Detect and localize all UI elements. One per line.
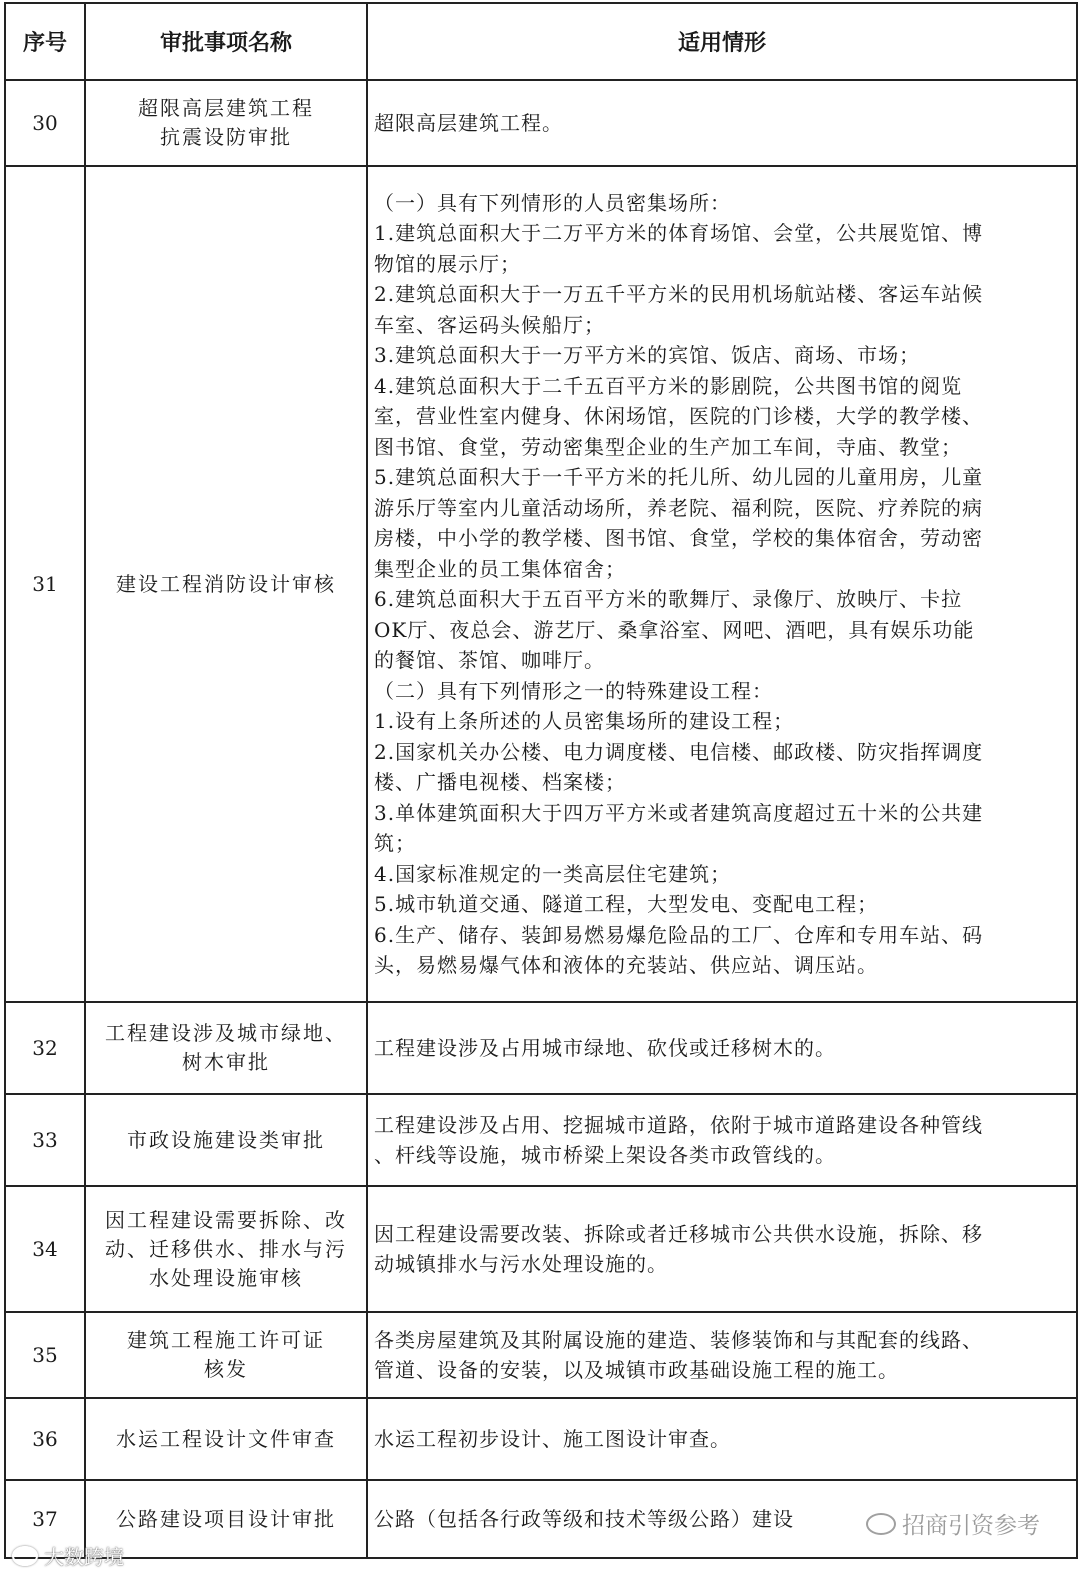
condition-line: 游乐厅等室内儿童活动场所，养老院、福利院，医院、疗养院的病 xyxy=(374,495,983,520)
condition-line: 水运工程初步设计、施工图设计审查。 xyxy=(374,1426,731,1451)
item-name-line: 公路建设项目设计审批 xyxy=(116,1506,336,1531)
conditions-cell xyxy=(367,1398,1077,1480)
condition-line: 5.城市轨道交通、隧道工程，大型发电、变配电工程； xyxy=(374,892,879,916)
item-name-line: 工程建设涉及城市绿地、 xyxy=(105,1021,347,1045)
watermark-left-text: 大数跨境 xyxy=(44,1545,124,1569)
approval-items-table xyxy=(4,2,1078,1559)
serial-number-cell: 37 xyxy=(5,1480,85,1558)
item-name-cell xyxy=(85,166,367,1002)
item-name-cell xyxy=(85,1312,367,1398)
header-applicable-conditions: 适用情形 xyxy=(367,3,1077,80)
item-name-line: 抗震设防审批 xyxy=(160,125,292,149)
item-name-cell xyxy=(85,80,367,166)
condition-line: 2.建筑总面积大于一万五千平方米的民用机场航站楼、客运车站候 xyxy=(374,282,984,306)
watermark-right-text: 招商引资参考 xyxy=(902,1513,1040,1539)
condition-line: 1.建筑总面积大于二万平方米的体育场馆、会堂，公共展览馆、博 xyxy=(374,221,984,245)
condition-line: 管道、设备的安装，以及城镇市政基础设施工程的施工。 xyxy=(374,1358,899,1382)
condition-line: 各类房屋建筑及其附属设施的建造、装修装饰和与其配套的线路、 xyxy=(374,1327,983,1352)
serial-number-cell: 34 xyxy=(5,1186,85,1312)
condition-line: 超限高层建筑工程。 xyxy=(374,110,563,135)
table-header-row xyxy=(5,3,1077,80)
condition-line: 2.国家机关办公楼、电力调度楼、电信楼、邮政楼、防灾指挥调度 xyxy=(374,739,984,764)
serial-number-cell: 32 xyxy=(5,1002,85,1094)
condition-line: 车室、客运码头候船厅； xyxy=(374,312,605,337)
conditions-cell xyxy=(367,1002,1077,1094)
condition-line: 室，营业性室内健身、休闲场馆，医院的门诊楼，大学的教学楼、 xyxy=(374,404,983,428)
condition-line: 物馆的展示厅； xyxy=(374,251,521,276)
serial-number-cell: 31 xyxy=(5,166,85,1002)
item-name-cell xyxy=(85,1480,367,1558)
condition-line: 6.建筑总面积大于五百平方米的歌舞厅、录像厅、放映厅、卡拉 xyxy=(374,587,963,611)
item-name-cell xyxy=(85,1094,367,1186)
item-name-line: 建设工程消防设计审核 xyxy=(116,571,336,596)
item-name-line: 建筑工程施工许可证 xyxy=(127,1328,325,1352)
condition-line: 头，易燃易爆气体和液体的充装站、供应站、调压站。 xyxy=(374,953,878,977)
condition-line: 6.生产、储存、装卸易燃易爆危险品的工厂、仓库和专用车站、码 xyxy=(374,922,984,947)
condition-line: OK厅、夜总会、游艺厅、桑拿浴室、网吧、酒吧，具有娱乐功能 xyxy=(374,617,975,642)
condition-line: 房楼，中小学的教学楼、图书馆、食堂，学校的集体宿舍，劳动密 xyxy=(374,526,983,550)
condition-line: 公路（包括各行政等级和技术等级公路）建设 xyxy=(374,1506,794,1531)
item-name-cell xyxy=(85,1002,367,1094)
condition-line: 1.设有上条所述的人员密集场所的建设工程； xyxy=(374,709,795,733)
serial-number-cell: 36 xyxy=(5,1398,85,1480)
conditions-cell xyxy=(367,1186,1077,1312)
watermark-wechat xyxy=(866,1507,1040,1540)
condition-line: 楼、广播电视楼、档案楼； xyxy=(374,770,626,794)
condition-line: 4.建筑总面积大于二千五百平方米的影剧院，公共图书馆的阅览 xyxy=(374,373,963,398)
conditions-cell xyxy=(367,166,1077,1002)
weibo-icon xyxy=(12,1546,38,1566)
condition-line: 工程建设涉及占用、挖掘城市道路，依附于城市道路建设各种管线 xyxy=(374,1112,983,1137)
item-name-line: 因工程建设需要拆除、改 xyxy=(105,1207,347,1232)
header-item-name: 审批事项名称 xyxy=(85,3,367,80)
table-row xyxy=(5,166,1077,1002)
watermark-source xyxy=(12,1541,124,1570)
item-name-cell xyxy=(85,1398,367,1480)
conditions-cell xyxy=(367,80,1077,166)
condition-line: 集型企业的员工集体宿舍； xyxy=(374,556,626,581)
condition-line: 3.单体建筑面积大于四万平方米或者建筑高度超过五十米的公共建 xyxy=(374,800,984,825)
table-row xyxy=(5,1002,1077,1094)
condition-line: 动城镇排水与污水处理设施的。 xyxy=(374,1252,668,1276)
item-name-line: 树木审批 xyxy=(182,1050,270,1074)
item-name-line: 超限高层建筑工程 xyxy=(138,96,314,120)
serial-number-cell: 35 xyxy=(5,1312,85,1398)
wechat-icon xyxy=(866,1513,896,1535)
item-name-line: 动、迁移供水、排水与污 xyxy=(105,1236,347,1261)
condition-line: 因工程建设需要改装、拆除或者迁移城市公共供水设施，拆除、移 xyxy=(374,1221,983,1246)
table-row xyxy=(5,1094,1077,1186)
table-row xyxy=(5,1398,1077,1480)
condition-line: 3.建筑总面积大于一万平方米的宾馆、饭店、商场、市场； xyxy=(374,343,921,367)
condition-line: 4.国家标准规定的一类高层住宅建筑； xyxy=(374,861,732,886)
condition-line: 工程建设涉及占用城市绿地、砍伐或迁移树木的。 xyxy=(374,1035,836,1060)
item-name-line: 核发 xyxy=(204,1357,248,1381)
condition-line: 图书馆、食堂，劳动密集型企业的生产加工车间，寺庙、教堂； xyxy=(374,434,962,459)
item-name-cell xyxy=(85,1186,367,1312)
table-row xyxy=(5,80,1077,166)
conditions-cell xyxy=(367,1094,1077,1186)
table-body xyxy=(5,80,1077,1558)
item-name-line: 市政设施建设类审批 xyxy=(127,1127,325,1152)
condition-line: （二）具有下列情形之一的特殊建设工程： xyxy=(374,678,773,703)
table-row xyxy=(5,1186,1077,1312)
header-serial-number: 序号 xyxy=(5,3,85,80)
item-name-line: 水运工程设计文件审查 xyxy=(116,1426,336,1451)
condition-line: 5.建筑总面积大于一千平方米的托儿所、幼儿园的儿童用房，儿童 xyxy=(374,465,984,489)
condition-line: （一）具有下列情形的人员密集场所： xyxy=(374,190,731,215)
condition-line: 的餐馆、茶馆、咖啡厅。 xyxy=(374,648,605,672)
condition-line: 筑； xyxy=(374,831,416,855)
serial-number-cell: 30 xyxy=(5,80,85,166)
item-name-line: 水处理设施审核 xyxy=(149,1265,303,1290)
table-row xyxy=(5,1312,1077,1398)
serial-number-cell: 33 xyxy=(5,1094,85,1186)
condition-line: 、杆线等设施，城市桥梁上架设各类市政管线的。 xyxy=(374,1143,836,1167)
conditions-cell xyxy=(367,1312,1077,1398)
